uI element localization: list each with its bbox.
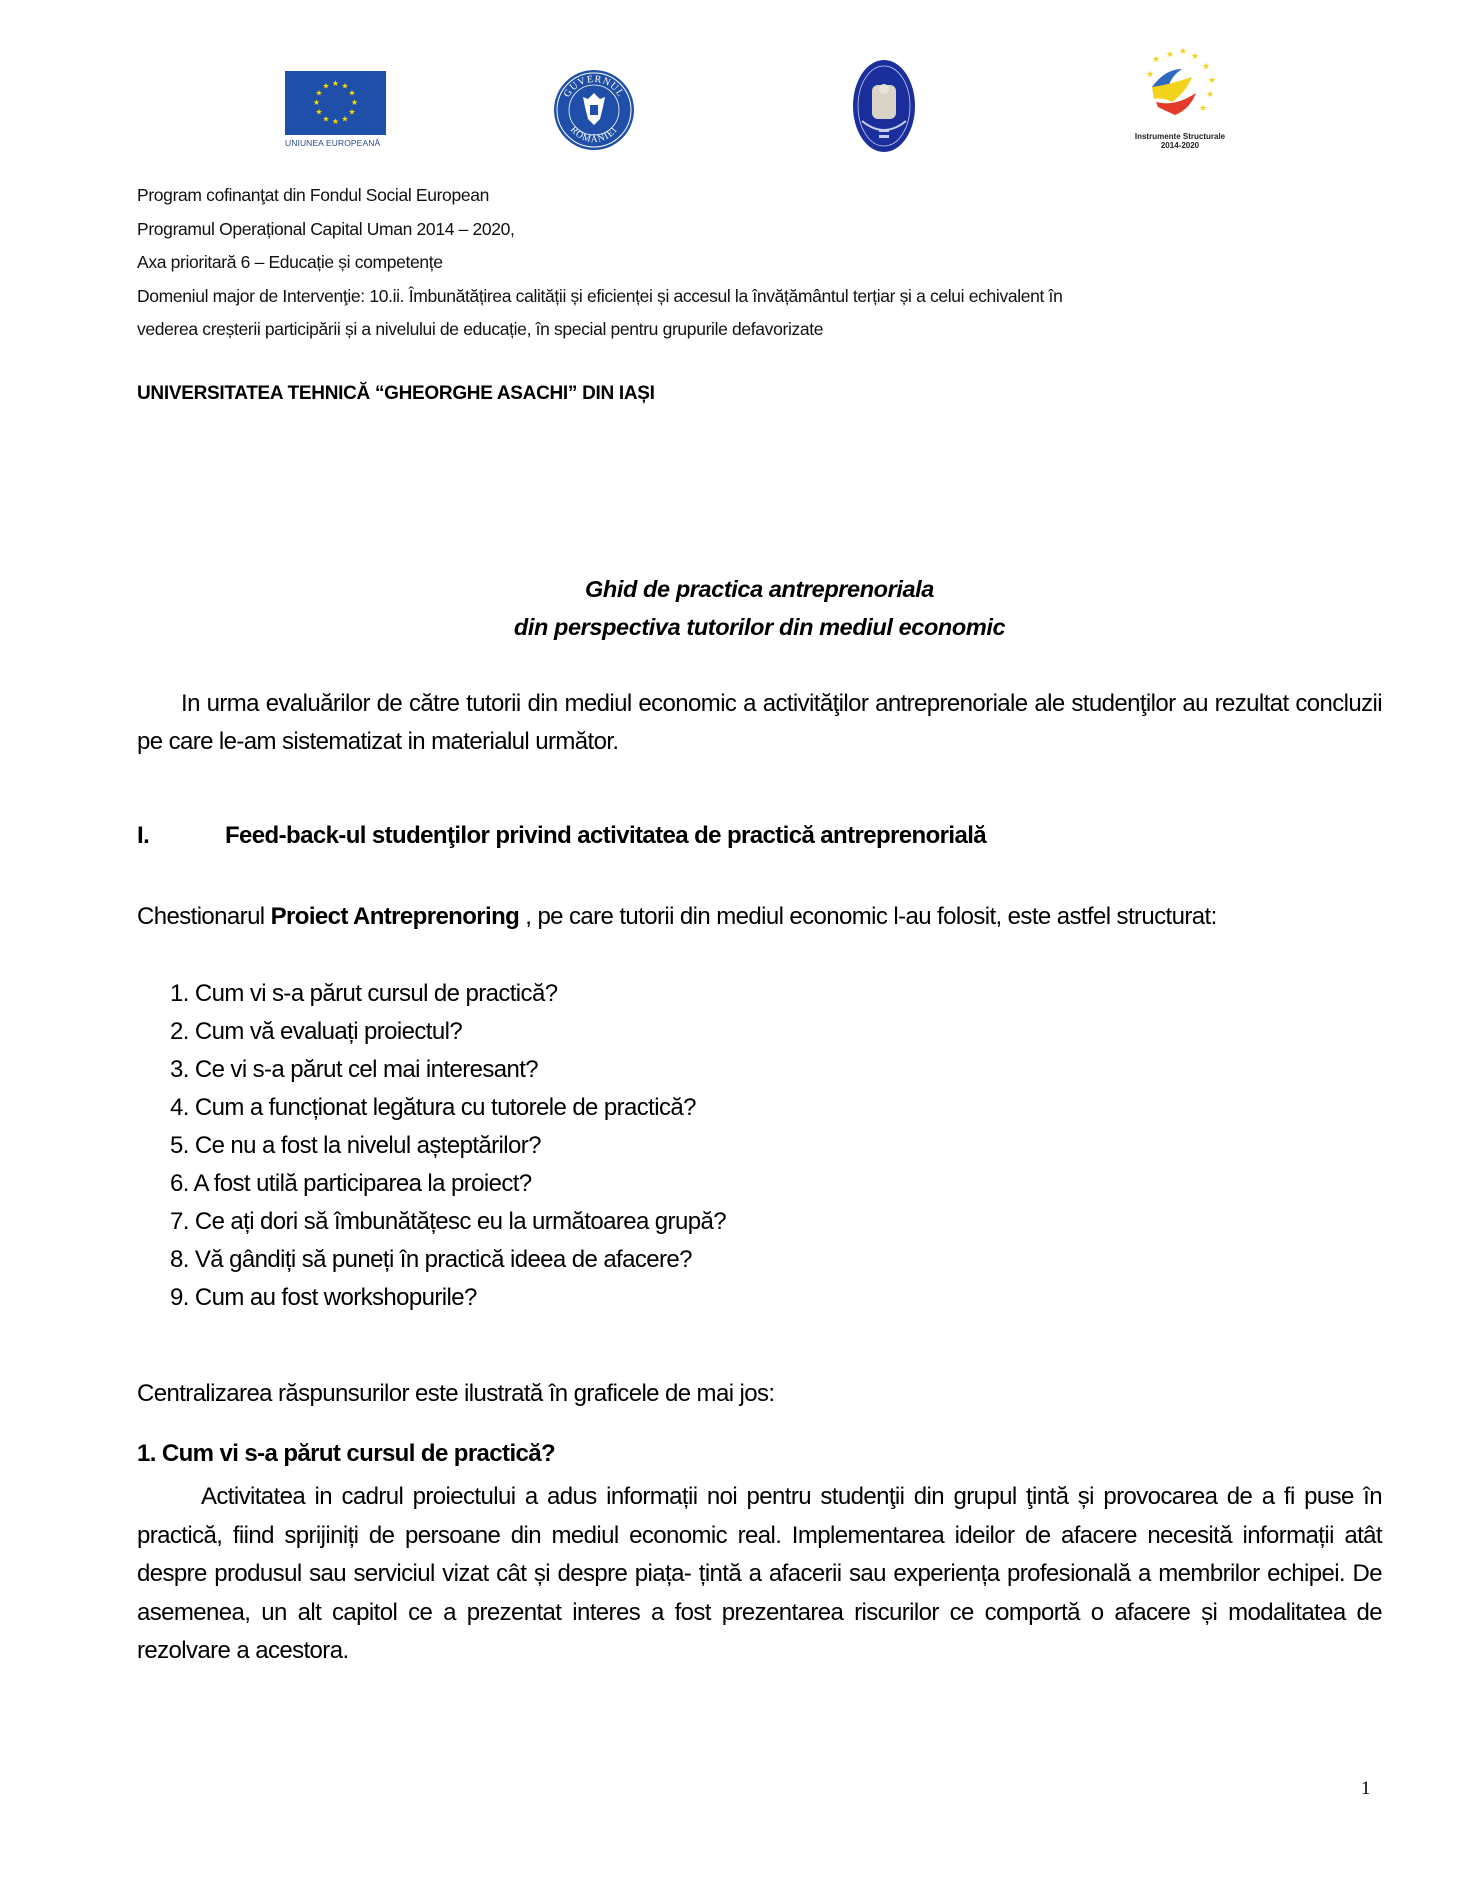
svg-text:★: ★ [331,117,340,126]
structural-instruments-icon [1120,47,1240,127]
svg-text:★: ★ [341,114,349,124]
svg-text:★: ★ [322,114,330,124]
header-line-5: vederea creșterii participării și a nivelului de educație, în special pentru grupurile defavorizate [137,319,824,339]
eu-logo [285,71,386,150]
title-line-1: Ghid de practica antreprenoriala [585,576,934,602]
svg-text:GUVERNUL: GUVERNUL [561,73,627,100]
romanian-government-logo [553,69,635,151]
question-item: 5. Ce nu a fost la nivelul așteptărilor? [170,1132,541,1159]
svg-text:★: ★ [312,98,321,107]
question-item: 9. Cum au fost workshopurile? [170,1284,477,1311]
government-seal-icon [553,69,635,151]
intro-paragraph: In urma evaluărilor de către tutorii din mediul economic a activităţilor antreprenoriale ale studenţilor au rezultat concluzii pe care le-am sistematizat in materialul următor. [137,690,1382,755]
svg-text:★: ★ [348,88,356,98]
subsection-paragraph: Activitatea in cadrul proiectului a adus informații noi pentru studenţii din grupul ţintă și provocarea de a fi puse în practică, fiind sprijiniți de persoane din mediul economic real. Implementarea ideilor de afacere necesită informații atât despre produsul sau serviciul vizat cât și despre piața- țintă a afacerii sau experiența profesională a membrilor echipei. De asemenea, un alt capitol ce a prezentat interes a fost prezentarea riscurilor ce comportă o afacere și modalitatea de rezolvare a acestora. [137,1483,1382,1664]
svg-text:★: ★ [1201,62,1211,72]
svg-text:★: ★ [1198,104,1208,114]
svg-text:★: ★ [1190,52,1200,62]
questionnaire-description: Chestionarul Proiect Antreprenoring , pe care tutorii din mediul economic l-au folosit, este astfel structurat: [137,903,1217,930]
header-line-2: Programul Operațional Capital Uman 2014 – 2020, [137,218,515,239]
section-number: I. [137,822,150,849]
svg-text:★: ★ [1151,55,1161,65]
university-name: UNIVERSITATEA TEHNICĂ “GHEORGHE ASACHI” DIN IAȘI [137,383,655,404]
svg-text:ROMÂNIEI: ROMÂNIEI [567,125,621,146]
university-seal-icon [852,59,916,153]
eu-flag-icon [285,71,386,135]
svg-text:★: ★ [350,98,359,107]
header-line-3: Axa prioritară 6 – Educație și competențe [137,252,443,272]
svg-text:★: ★ [1145,70,1155,80]
question-item: 8. Vă gândiți să puneți în practică ideea de afacere? [170,1246,692,1273]
svg-text:★: ★ [322,81,330,91]
university-logo [852,59,916,153]
section-heading [137,822,986,850]
title-line-2: din perspectiva tutorilor din mediul economic [513,614,1006,640]
structural-instruments-caption: Instrumente Structurale 2014-2020 [1134,132,1226,150]
svg-text:★: ★ [331,79,340,88]
funding-header [137,179,1062,347]
subsection-title: 1. Cum vi s-a părut cursul de practică? [137,1440,556,1467]
question-item: 1. Cum vi s-a părut cursul de practică? [170,980,558,1007]
questionnaire-name: Proiect Antreprenoring [270,903,520,930]
question-item: 4. Cum a funcționat legătura cu tutorele de practică? [170,1094,696,1121]
header-line-4: Domeniul major de Intervenţie: 10.ii. Îmbunătățirea calității și eficienței și accesul la învățământul terțiar și a celui echivalent în [137,285,1063,306]
document-title [137,570,1382,646]
question-item: 6. A fost utilă participarea la proiect? [170,1170,532,1197]
structural-instruments-logo [1120,47,1240,152]
centralization-text: Centralizarea răspunsurilor este ilustrată în graficele de mai jos: [137,1380,775,1407]
svg-text:★: ★ [348,107,356,117]
svg-text:★: ★ [1205,90,1215,100]
section-title: Feed-back-ul studenţilor privind activitatea de practică antreprenorială [225,822,987,849]
header-line-1: Program cofinanţat din Fondul Social European [137,185,489,205]
question-item: 3. Ce vi s-a părut cel mai interesant? [170,1056,539,1083]
page-number: 1 [1361,1778,1371,1799]
svg-text:★: ★ [315,107,323,117]
svg-text:★: ★ [341,81,349,91]
svg-text:★: ★ [1207,76,1217,86]
svg-text:★: ★ [315,88,323,98]
question-item: 2. Cum vă evaluați proiectul? [170,1018,463,1045]
svg-text:★: ★ [1165,50,1175,60]
question-item: 7. Ce ați dori să îmbunătățesc eu la următoarea grupă? [170,1208,726,1235]
question-list [170,975,726,1317]
eu-caption: UNIUNEA EUROPEANĂ [285,138,381,148]
svg-text:★: ★ [1178,47,1188,57]
